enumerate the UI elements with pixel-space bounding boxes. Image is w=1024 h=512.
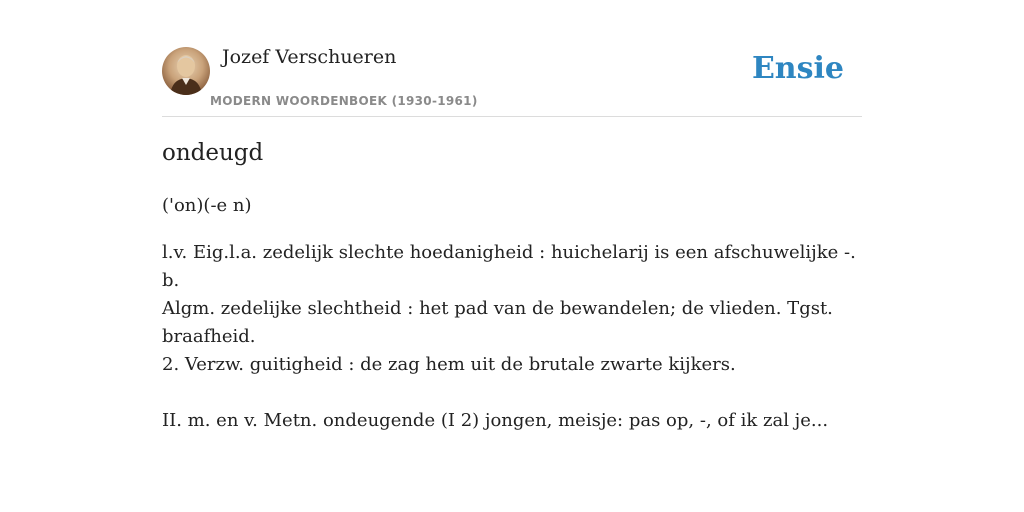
- author-name[interactable]: Jozef Verschueren: [222, 46, 397, 68]
- paragraph-gap: [162, 379, 862, 407]
- definition-line: l.v. Eig.l.a. zedelijk slechte hoedanigheid : huichelarij is een afschuwelijke -. b.: [162, 242, 856, 291]
- definition-line: II. m. en v. Metn. ondeugende (I 2) jongen, meisje: pas op, -, of ik zal je...: [162, 410, 829, 431]
- ensie-logo[interactable]: Ensie: [751, 51, 844, 86]
- entry-header: [162, 44, 862, 117]
- entry-title: ondeugd: [162, 140, 264, 166]
- dictionary-source[interactable]: MODERN WOORDENBOEK (1930-1961): [210, 94, 478, 108]
- entry-pronunciation: ('on)(-e n): [162, 195, 252, 216]
- definition-line: Algm. zedelijke slechtheid : het pad van de bewandelen; de vlieden. Tgst.: [162, 298, 833, 319]
- definition-line: 2. Verzw. guitigheid : de zag hem uit de brutale zwarte kijkers.: [162, 354, 736, 375]
- definition-line: braafheid.: [162, 326, 256, 347]
- author-avatar[interactable]: [162, 47, 210, 95]
- author-portrait-icon: [162, 47, 210, 95]
- entry-definition: [162, 239, 862, 435]
